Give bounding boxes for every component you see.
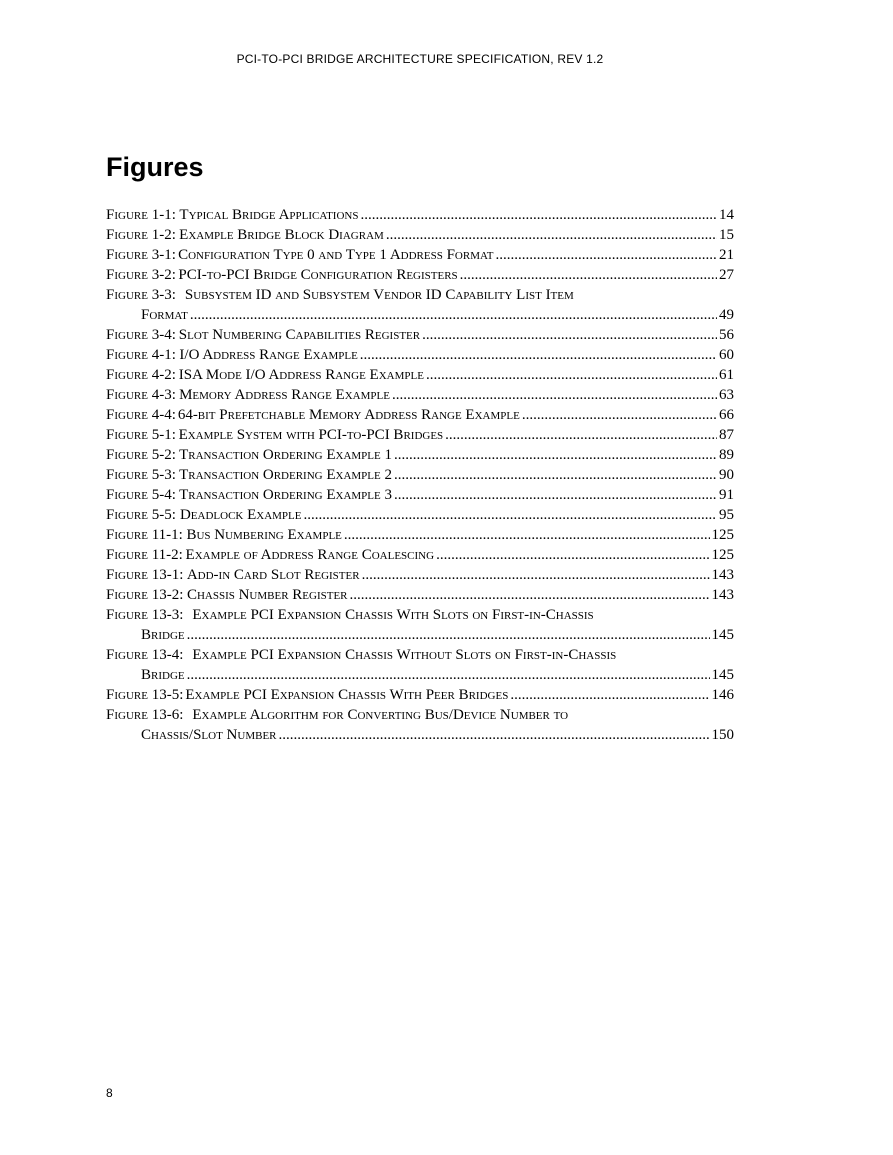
figure-title: Chassis Number Register: [186, 587, 348, 603]
toc-entry[interactable]: [106, 585, 734, 605]
toc-entry[interactable]: [106, 525, 734, 545]
figure-title: Example of Address Range Coalescing: [185, 547, 435, 563]
figure-title: Memory Address Range Example: [179, 387, 390, 403]
figure-title: PCI-to-PCI Bridge Configuration Registers: [178, 267, 458, 283]
page-ref: 27: [719, 267, 734, 283]
figure-title: Format: [141, 307, 188, 323]
toc-entry[interactable]: [106, 485, 734, 505]
figure-label: Figure 4-2:: [106, 367, 176, 383]
page-ref: 95: [719, 507, 734, 523]
figure-label: Figure 5-3:: [106, 467, 176, 483]
figure-title: Example System with PCI-to-PCI Bridges: [178, 427, 444, 443]
toc-entry[interactable]: [106, 465, 734, 485]
page-ref: 150: [711, 727, 734, 743]
page-number: 8: [106, 1086, 113, 1100]
page-ref: 146: [711, 687, 734, 703]
toc-entry[interactable]: [106, 645, 734, 685]
dot-leader: [394, 465, 717, 485]
page-ref: 145: [711, 667, 734, 683]
figure-label: Figure 13-3:: [106, 607, 184, 623]
figure-label: Figure 4-4:: [106, 407, 176, 423]
figure-title: Deadlock Example: [179, 507, 302, 523]
dot-leader: [187, 665, 710, 685]
figure-title: 64-bit Prefetchable Memory Address Range Example: [177, 407, 520, 423]
page-ref: 66: [719, 407, 734, 423]
dot-leader: [360, 205, 717, 225]
dot-leader: [394, 485, 717, 505]
page-ref: 125: [711, 527, 734, 543]
dot-leader: [304, 505, 718, 525]
figure-title: Subsystem ID and Subsystem Vendor ID Capability List Item: [184, 287, 574, 303]
figure-label: Figure 11-1:: [106, 527, 183, 543]
toc-entry[interactable]: [106, 545, 734, 565]
dot-leader: [445, 425, 717, 445]
dot-leader: [362, 565, 710, 585]
dot-leader: [386, 225, 717, 245]
page-ref: 91: [719, 487, 734, 503]
page-ref: 61: [719, 367, 734, 383]
dot-leader: [426, 365, 717, 385]
dot-leader: [344, 525, 710, 545]
dot-leader: [350, 585, 710, 605]
figure-label: Figure 4-3:: [106, 387, 176, 403]
dot-leader: [187, 625, 710, 645]
figure-list: [106, 205, 734, 745]
figure-title: Bridge: [141, 667, 185, 683]
figure-label: Figure 11-2:: [106, 547, 183, 563]
dot-leader: [279, 725, 710, 745]
page-ref: 63: [719, 387, 734, 403]
figure-label: Figure 4-1:: [106, 347, 176, 363]
figure-label: Figure 3-2:: [106, 267, 176, 283]
figure-label: Figure 5-1:: [106, 427, 176, 443]
page-ref: 87: [719, 427, 734, 443]
page-ref: 90: [719, 467, 734, 483]
page-ref: 145: [711, 627, 734, 643]
figure-label: Figure 5-2:: [106, 447, 176, 463]
dot-leader: [510, 685, 709, 705]
figure-title: Example PCI Expansion Chassis Without Slots on First-in-Chassis: [192, 647, 617, 663]
figure-title: Example Bridge Block Diagram: [179, 227, 384, 243]
figure-title: Bridge: [141, 627, 185, 643]
page-ref: 143: [711, 567, 734, 583]
figure-title: Example Algorithm for Converting Bus/Device Number to: [192, 707, 569, 723]
figure-title: Transaction Ordering Example 2: [179, 467, 392, 483]
figure-label: Figure 5-5:: [106, 507, 176, 523]
figure-title: Bus Numbering Example: [186, 527, 342, 543]
figure-label: Figure 13-4:: [106, 647, 184, 663]
figure-title: Typical Bridge Applications: [179, 207, 359, 223]
figure-label: Figure 13-6:: [106, 707, 184, 723]
page-ref: 56: [719, 327, 734, 343]
page-ref: 89: [719, 447, 734, 463]
page-ref: 125: [711, 547, 734, 563]
figure-label: Figure 3-1:: [106, 247, 176, 263]
page-title: Figures: [106, 152, 204, 182]
toc-entry[interactable]: [106, 405, 734, 425]
dot-leader: [394, 445, 717, 465]
dot-leader: [392, 385, 717, 405]
figure-title: I/O Address Range Example: [179, 347, 358, 363]
figure-title: Slot Numbering Capabilities Register: [178, 327, 421, 343]
figure-title: ISA Mode I/O Address Range Example: [178, 367, 424, 383]
toc-entry[interactable]: [106, 505, 734, 525]
dot-leader: [460, 265, 717, 285]
toc-entry[interactable]: [106, 425, 734, 445]
figure-label: Figure 5-4:: [106, 487, 176, 503]
figure-title: Transaction Ordering Example 1: [179, 447, 392, 463]
toc-entry[interactable]: [106, 285, 734, 325]
toc-entry[interactable]: [106, 605, 734, 645]
toc-entry[interactable]: [106, 445, 734, 465]
running-header: PCI-TO-PCI BRIDGE ARCHITECTURE SPECIFICATION, REV 1.2: [236, 52, 604, 66]
page-ref: 14: [719, 207, 734, 223]
figure-title: Chassis/Slot Number: [141, 727, 277, 743]
toc-entry[interactable]: [106, 245, 734, 265]
page-ref: 21: [719, 247, 734, 263]
page-ref: 143: [711, 587, 734, 603]
toc-entry[interactable]: [106, 385, 734, 405]
dot-leader: [495, 245, 717, 265]
figure-label: Figure 13-1:: [106, 567, 184, 583]
toc-entry[interactable]: [106, 705, 734, 745]
toc-entry[interactable]: [106, 325, 734, 345]
figure-label: Figure 13-5:: [106, 687, 184, 703]
figure-title: Example PCI Expansion Chassis With Slots on First-in-Chassis: [192, 607, 594, 623]
toc-entry[interactable]: [106, 205, 734, 225]
figure-title: Add-in Card Slot Register: [186, 567, 360, 583]
figure-title: Transaction Ordering Example 3: [179, 487, 392, 503]
toc-entry[interactable]: [106, 345, 734, 365]
figure-label: Figure 1-1:: [106, 207, 176, 223]
toc-entry[interactable]: [106, 365, 734, 385]
dot-leader: [190, 305, 717, 325]
dot-leader: [360, 345, 717, 365]
page-ref: 60: [719, 347, 734, 363]
dot-leader: [436, 545, 709, 565]
toc-entry[interactable]: [106, 565, 734, 585]
dot-leader: [522, 405, 717, 425]
page-ref: 49: [719, 307, 734, 323]
figure-label: Figure 1-2:: [106, 227, 176, 243]
figure-title: Configuration Type 0 and Type 1 Address Format: [178, 247, 494, 263]
toc-entry[interactable]: [106, 265, 734, 285]
figure-label: Figure 3-4:: [106, 327, 176, 343]
figure-label: Figure 13-2:: [106, 587, 184, 603]
page-ref: 15: [719, 227, 734, 243]
figure-title: Example PCI Expansion Chassis With Peer Bridges: [185, 687, 509, 703]
toc-entry[interactable]: [106, 225, 734, 245]
figure-label: Figure 3-3:: [106, 287, 176, 303]
dot-leader: [422, 325, 717, 345]
toc-entry[interactable]: [106, 685, 734, 705]
